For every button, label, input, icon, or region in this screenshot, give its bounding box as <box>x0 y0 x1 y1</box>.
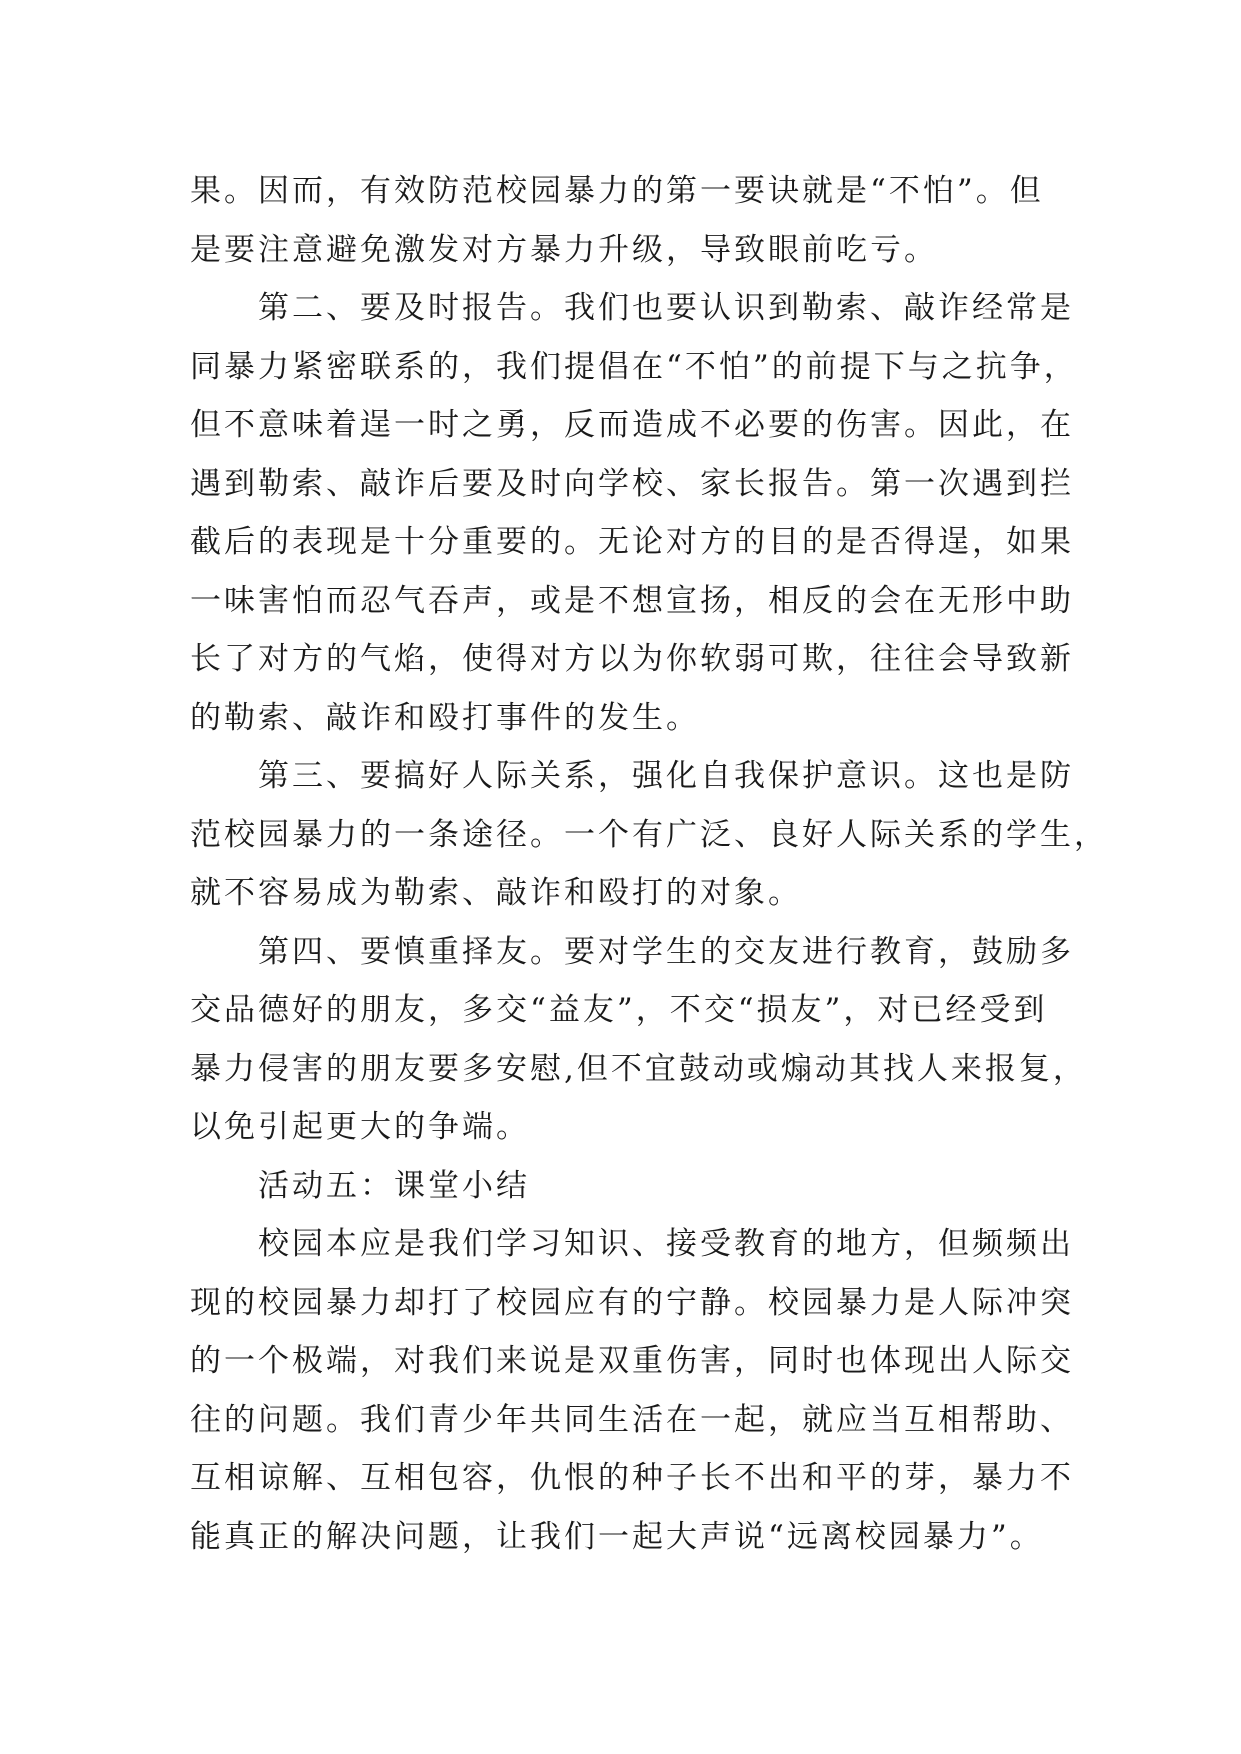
text-line: 互相谅解、互相包容，仇恨的种子长不出和平的芽，暴力不 <box>190 1460 1074 1496</box>
text-line: 遇到勒索、敲诈后要及时向学校、家长报告。第一次遇到拦 <box>190 465 1074 502</box>
text-line: 现的校园暴力却打了校园应有的宁静。校园暴力是人际冲突 <box>190 1284 1074 1321</box>
text-line: 第三、要搞好人际关系，强化自我保护意识。这也是防 <box>258 758 1074 794</box>
text-line: 第二、要及时报告。我们也要认识到勒索、敲诈经常是 <box>258 290 1074 326</box>
document-body <box>190 162 1108 1566</box>
text-line: 但不意味着逞一时之勇，反而造成不必要的伤害。因此，在 <box>190 407 1074 443</box>
text-line: 第四、要慎重择友。要对学生的交友进行教育，鼓励多 <box>258 933 1074 970</box>
text-line: 长了对方的气焰，使得对方以为你软弱可欺，往往会导致新 <box>190 641 1074 677</box>
text-line: 就不容易成为勒索、敲诈和殴打的对象。 <box>190 875 802 911</box>
text-line: 活动五：课堂小结 <box>258 1167 530 1204</box>
text-line: 能真正的解决问题，让我们一起大声说“远离校园暴力”。 <box>190 1518 1044 1555</box>
text-line: 校园本应是我们学习知识、接受教育的地方，但频频出 <box>258 1226 1074 1262</box>
text-line: 的一个极端，对我们来说是双重伤害，同时也体现出人际交 <box>190 1343 1074 1379</box>
text-line: 截后的表现是十分重要的。无论对方的目的是否得逞，如果 <box>190 524 1074 560</box>
text-line: 往的问题。我们青少年共同生活在一起，就应当互相帮助、 <box>190 1401 1074 1438</box>
text-line: 暴力侵害的朋友要多安慰,但不宜鼓动或煽动其找人来报复， <box>190 1050 1087 1087</box>
text-line: 以免引起更大的争端。 <box>190 1109 530 1145</box>
text-line: 同暴力紧密联系的，我们提倡在“不怕”的前提下与之抗争， <box>190 348 1078 385</box>
text-line: 交品德好的朋友，多交“益友”，不交“损友”，对已经受到 <box>190 992 1048 1028</box>
text-line: 一味害怕而忍气吞声，或是不想宣扬，相反的会在无形中助 <box>190 582 1074 619</box>
text-line: 范校园暴力的一条途径。一个有广泛、良好人际关系的学生， <box>190 816 1108 853</box>
text-line: 是要注意避免激发对方暴力升级，导致眼前吃亏。 <box>190 231 938 268</box>
text-line: 的勒索、敲诈和殴打事件的发生。 <box>190 699 700 736</box>
text-line: 果。因而，有效防范校园暴力的第一要诀就是“不怕”。但 <box>190 173 1044 209</box>
